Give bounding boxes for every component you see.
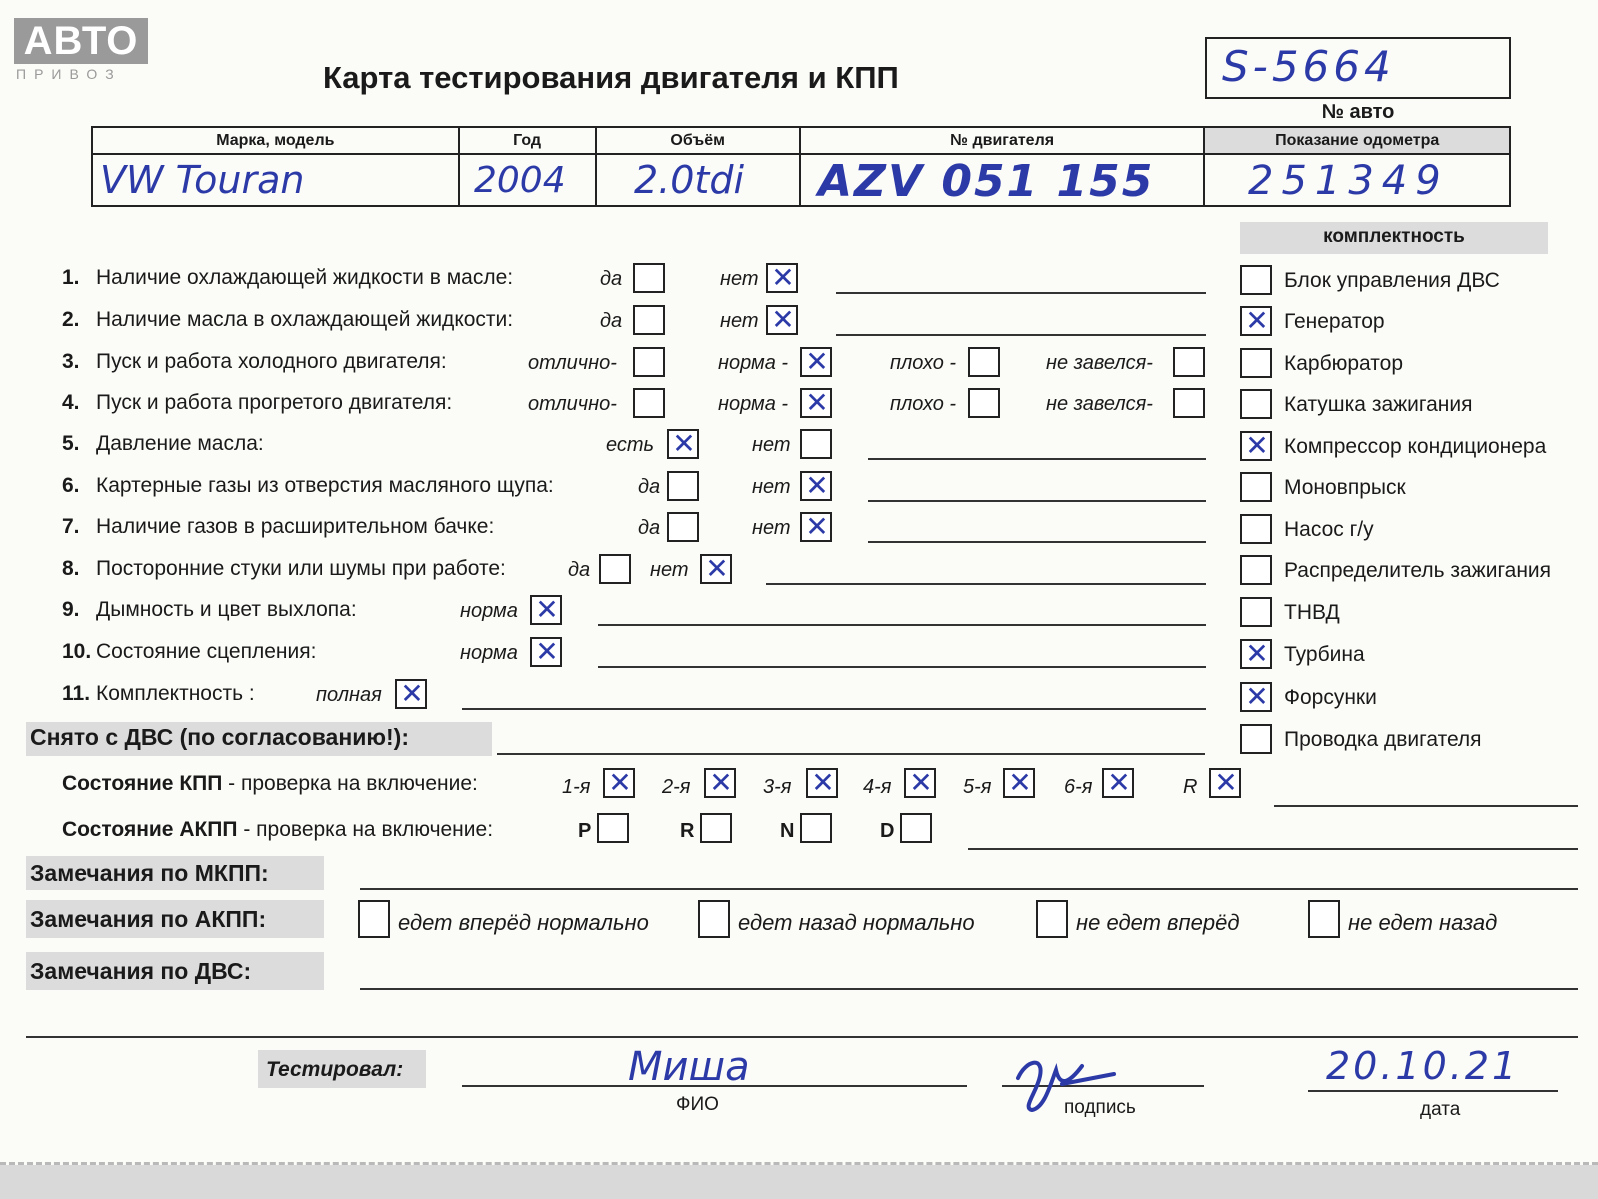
akpp-position-label: N [780, 820, 795, 842]
akpp-label-rest: - проверка на включение: [237, 818, 494, 841]
gear-label: 6-я [1064, 776, 1093, 798]
question-number: 3. [62, 350, 80, 373]
answer-line [836, 334, 1206, 336]
question-text: Пуск и работа холодного двигателя: [96, 350, 447, 373]
option-label: не завелся- [1046, 393, 1153, 415]
option-label: да [638, 517, 661, 539]
check-mark-icon: ✕ [400, 677, 424, 710]
option-checkbox[interactable] [766, 305, 798, 335]
gear-checkbox[interactable] [806, 768, 838, 798]
check-mark-icon: ✕ [1107, 766, 1131, 799]
option-label: нет [720, 310, 759, 332]
check-mark-icon: ✕ [709, 766, 733, 799]
option-label: не завелся- [1046, 352, 1153, 374]
question-text: Давление масла: [96, 432, 264, 455]
option-label: отлично- [528, 393, 617, 415]
odometer-value: 251349 [1248, 158, 1449, 204]
remarks-dvs-line-2 [26, 1036, 1578, 1038]
question-number: 2. [62, 308, 80, 331]
akpp-position-checkbox[interactable] [900, 813, 932, 843]
completeness-item-label: Карбюратор [1284, 352, 1404, 375]
date-line [1308, 1090, 1558, 1092]
remark-option-label: едет вперёд нормально [398, 910, 649, 935]
option-label: есть [606, 434, 655, 456]
check-mark-icon: ✕ [1245, 637, 1269, 670]
answer-line [868, 541, 1206, 543]
question-text: Наличие масла в охлаждающей жидкости: [96, 308, 514, 331]
option-checkbox[interactable] [530, 595, 562, 625]
remark-option-checkbox[interactable] [1308, 900, 1340, 938]
option-label: полная [316, 684, 382, 706]
engine-number-value: AZV 051 155 [818, 156, 1155, 207]
completeness-checkbox[interactable] [1240, 265, 1272, 295]
removed-label: Снято с ДВС (по согласованию!): [30, 724, 409, 750]
gear-checkbox[interactable] [603, 768, 635, 798]
question-text: Картерные газы из отверстия масляного щупа: [96, 474, 554, 497]
volume-value: 2.0tdi [634, 158, 745, 202]
completeness-checkbox[interactable] [1240, 682, 1272, 712]
header-col-engine-number: № двигателя [800, 127, 1205, 154]
akpp-position-label: P [578, 820, 592, 842]
option-label: отлично- [528, 352, 617, 374]
question-text: Пуск и работа прогретого двигателя: [96, 391, 453, 414]
answer-line [598, 666, 1206, 668]
check-mark-icon: ✕ [805, 469, 829, 502]
completeness-checkbox[interactable] [1240, 724, 1272, 754]
question-text: Дымность и цвет выхлопа: [96, 598, 357, 621]
gear-checkbox[interactable] [1102, 768, 1134, 798]
tested-label: Тестировал: [266, 1058, 404, 1081]
option-checkbox[interactable] [633, 388, 665, 418]
option-label: норма - [718, 393, 789, 415]
question-number: 4. [62, 391, 80, 414]
remark-option-checkbox[interactable] [1036, 900, 1068, 938]
question-number: 10. [62, 640, 92, 663]
question-number: 9. [62, 598, 80, 621]
option-label: норма - [718, 352, 789, 374]
year-value: 2004 [474, 160, 566, 201]
option-label: да [568, 559, 591, 581]
model-value: VW Touran [100, 158, 305, 202]
question-number: 6. [62, 474, 80, 497]
completeness-item-label: ТНВД [1284, 601, 1340, 624]
option-checkbox[interactable] [800, 429, 832, 459]
akpp-position-checkbox[interactable] [700, 813, 732, 843]
completeness-checkbox[interactable] [1240, 514, 1272, 544]
completeness-item-label: Турбина [1284, 643, 1365, 666]
gear-checkbox[interactable] [1209, 768, 1241, 798]
check-mark-icon: ✕ [608, 766, 632, 799]
completeness-checkbox[interactable] [1240, 306, 1272, 336]
check-mark-icon: ✕ [811, 766, 835, 799]
gear-checkbox[interactable] [904, 768, 936, 798]
option-label: норма [460, 642, 518, 664]
header-col-model: Марка, модель [92, 127, 459, 154]
gear-checkbox[interactable] [704, 768, 736, 798]
akpp-position-checkbox[interactable] [597, 813, 629, 843]
option-label: нет [650, 559, 689, 581]
option-checkbox[interactable] [599, 554, 631, 584]
signature-caption: подпись [1064, 1097, 1136, 1118]
akpp-line [968, 848, 1578, 850]
remark-option-checkbox[interactable] [358, 900, 390, 938]
check-mark-icon: ✕ [805, 386, 829, 419]
auto-number-value: S-5664 [1222, 42, 1395, 91]
question-number: 5. [62, 432, 80, 455]
option-checkbox[interactable] [395, 679, 427, 709]
completeness-item-label: Проводка двигателя [1284, 728, 1482, 751]
option-checkbox[interactable] [800, 388, 832, 418]
remarks-dvs-line-1 [360, 988, 1578, 990]
completeness-checkbox[interactable] [1240, 555, 1272, 585]
akpp-position-label: D [880, 820, 895, 842]
check-mark-icon: ✕ [805, 510, 829, 543]
akpp-label-bold: Состояние АКПП [62, 818, 238, 841]
name-caption: ФИО [676, 1094, 719, 1115]
question-text: Наличие газов в расширительном бачке: [96, 515, 495, 538]
answer-line [836, 292, 1206, 294]
question-number: 1. [62, 266, 80, 289]
auto-number-label: № авто [1321, 101, 1395, 123]
check-mark-icon: ✕ [1245, 304, 1269, 337]
option-checkbox[interactable] [633, 305, 665, 335]
option-checkbox[interactable] [700, 554, 732, 584]
check-mark-icon: ✕ [805, 345, 829, 378]
check-mark-icon: ✕ [535, 593, 559, 626]
akpp-label [62, 818, 493, 842]
option-label: плохо - [890, 352, 957, 374]
option-checkbox[interactable] [968, 347, 1000, 377]
gear-label: 5-я [963, 776, 992, 798]
question-text: Посторонние стуки или шумы при работе: [96, 557, 506, 580]
option-checkbox[interactable] [633, 347, 665, 377]
completeness-item-label: Распределитель зажигания [1284, 559, 1552, 582]
check-mark-icon: ✕ [672, 427, 696, 460]
option-label: плохо - [890, 393, 957, 415]
check-mark-icon: ✕ [771, 303, 795, 336]
option-checkbox[interactable] [968, 388, 1000, 418]
kpp-label-bold: Состояние КПП [62, 772, 223, 795]
option-checkbox[interactable] [800, 471, 832, 501]
question-number: 11. [62, 682, 91, 705]
kpp-label-rest: - проверка на включение: [222, 772, 478, 795]
answer-line [462, 708, 1206, 710]
check-mark-icon: ✕ [705, 552, 729, 585]
answer-line [598, 624, 1206, 626]
check-mark-icon: ✕ [771, 261, 795, 294]
completeness-item-label: Насос г/у [1284, 518, 1374, 541]
header-col-year: Год [459, 127, 596, 154]
option-checkbox[interactable] [1173, 388, 1205, 418]
answer-line [868, 458, 1206, 460]
akpp-position-checkbox[interactable] [800, 813, 832, 843]
completeness-item-label: Компрессор кондиционера [1284, 435, 1547, 458]
question-text: Наличие охлаждающей жидкости в масле: [96, 266, 514, 289]
header-col-volume: Объём [596, 127, 800, 154]
option-label: да [600, 310, 623, 332]
check-mark-icon: ✕ [535, 635, 559, 668]
watermark-logo-sub: ПРИВОЗ [16, 66, 122, 82]
completeness-checkbox[interactable] [1240, 639, 1272, 669]
remark-option-label: едет назад нормально [738, 910, 975, 935]
completeness-title: комплектность [1323, 226, 1465, 247]
gear-label: 4-я [863, 776, 892, 798]
check-mark-icon: ✕ [1245, 680, 1269, 713]
completeness-checkbox[interactable] [1240, 389, 1272, 419]
option-checkbox[interactable] [766, 263, 798, 293]
remarks-dvs-label: Замечания по ДВС: [30, 958, 252, 984]
option-checkbox[interactable] [1173, 347, 1205, 377]
option-checkbox[interactable] [667, 471, 699, 501]
option-label: да [638, 476, 661, 498]
removed-line [497, 753, 1205, 755]
option-label: нет [720, 268, 759, 290]
option-label: нет [752, 434, 791, 456]
option-label: да [600, 268, 623, 290]
gear-label: 3-я [763, 776, 792, 798]
remark-option-label: не едет вперёд [1076, 910, 1240, 935]
remarks-mkpp-line [360, 888, 1578, 890]
akpp-position-label: R [680, 820, 695, 842]
option-checkbox[interactable] [800, 347, 832, 377]
watermark-logo: АВТО [14, 18, 148, 64]
option-label: норма [460, 600, 518, 622]
check-mark-icon: ✕ [1245, 429, 1269, 462]
completeness-checkbox[interactable] [1240, 472, 1272, 502]
completeness-checkbox[interactable] [1240, 348, 1272, 378]
completeness-item-label: Форсунки [1284, 686, 1377, 709]
question-number: 7. [62, 515, 80, 538]
check-mark-icon: ✕ [1214, 766, 1238, 799]
remark-option-label: не едет назад [1348, 910, 1498, 935]
option-checkbox[interactable] [667, 512, 699, 542]
completeness-item-label: Катушка зажигания [1284, 393, 1473, 416]
gear-label: 2-я [662, 776, 691, 798]
answer-line [868, 500, 1206, 502]
date-value: 20.10.21 [1326, 1044, 1520, 1088]
gear-checkbox[interactable] [1003, 768, 1035, 798]
question-text: Комплектность : [96, 682, 255, 705]
header-col-odometer: Показание одометра [1204, 127, 1510, 154]
question-number: 8. [62, 557, 80, 580]
date-caption: дата [1420, 1099, 1461, 1120]
remarks-mkpp-label: Замечания по МКПП: [30, 860, 269, 886]
kpp-label [62, 772, 478, 796]
remarks-akpp-label: Замечания по АКПП: [30, 906, 267, 932]
option-label: нет [752, 517, 791, 539]
page-title: Карта тестирования двигателя и КПП [323, 60, 899, 95]
answer-line [766, 583, 1206, 585]
completeness-item-label: Моновпрыск [1284, 476, 1406, 499]
option-checkbox[interactable] [530, 637, 562, 667]
remark-option-checkbox[interactable] [698, 900, 730, 938]
option-checkbox[interactable] [800, 512, 832, 542]
option-label: нет [752, 476, 791, 498]
completeness-checkbox[interactable] [1240, 431, 1272, 461]
completeness-item-label: Генератор [1284, 310, 1385, 333]
question-text: Состояние сцепления: [96, 640, 317, 663]
kpp-line [1274, 805, 1578, 807]
gear-label: 1-я [562, 776, 591, 798]
completeness-item-label: Блок управления ДВС [1284, 269, 1500, 292]
check-mark-icon: ✕ [1008, 766, 1032, 799]
check-mark-icon: ✕ [909, 766, 933, 799]
completeness-checkbox[interactable] [1240, 597, 1272, 627]
gear-label: R [1183, 776, 1198, 798]
option-checkbox[interactable] [633, 263, 665, 293]
name-value: Миша [628, 1044, 750, 1090]
option-checkbox[interactable] [667, 429, 699, 459]
